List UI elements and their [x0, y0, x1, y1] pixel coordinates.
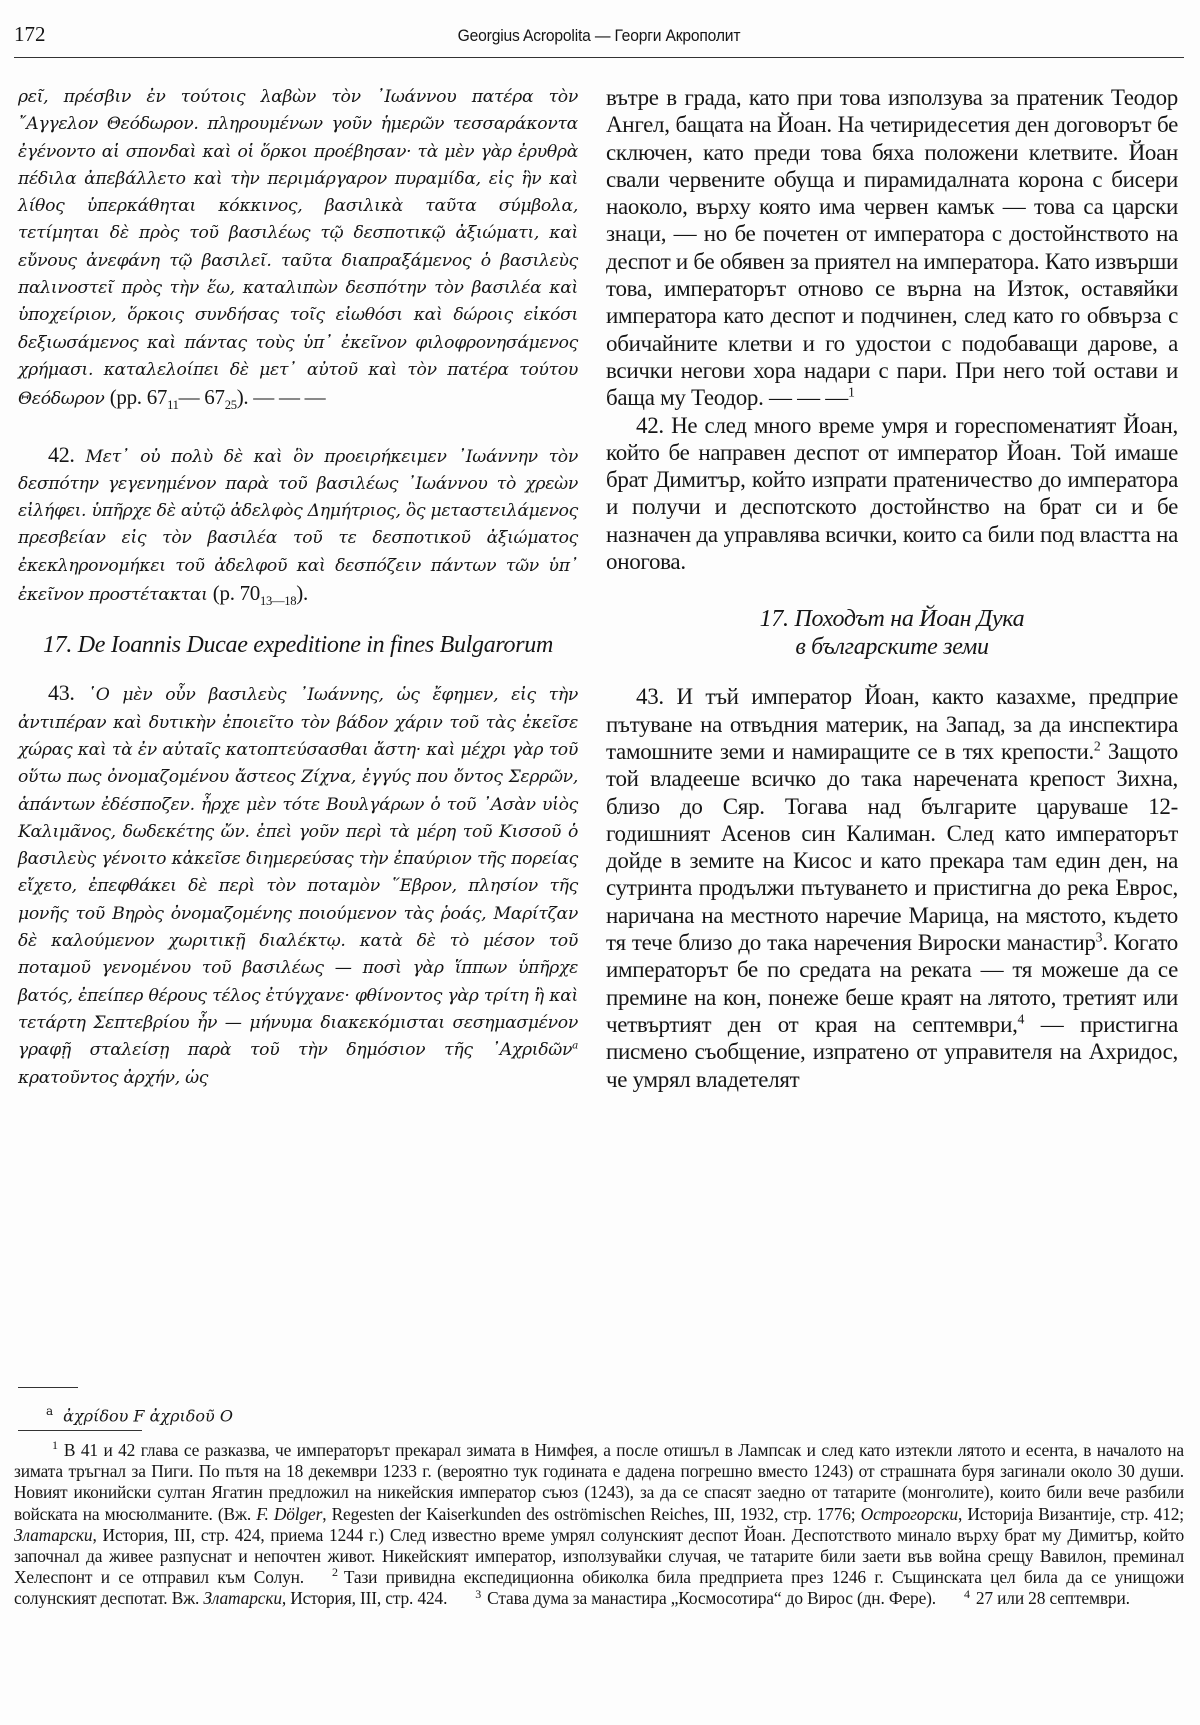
footnotes	[14, 1440, 1184, 1610]
bg-para-43	[606, 683, 1178, 1092]
apparatus-mark: a	[572, 1039, 578, 1052]
greek-para-42	[18, 441, 578, 610]
page-number: 172	[14, 22, 46, 46]
apparatus-criticus	[46, 1404, 233, 1425]
apparatus-text: ἀχρίδου F ἀχριδοῦ O	[63, 1406, 233, 1426]
section-title-bulgarian	[606, 605, 1178, 661]
bg-text: Защото той владееше всичко до така наречената крепост Зихна, близо до Сяр. Тогава над българите царуваше 12-годишният Асенов син Калиман. След като императорът дойде в земите на Кисос и като прекара там един ден, на сутринта продължи пътуването и пристигна до река Еврос, наричана на местното наречие Марица, на мястото, където тя тече близо до така наречения Вироски манастир	[606, 738, 1178, 956]
section-title-latin: 17. De Ioannis Ducae expeditione in fines Bulgarorum	[42, 632, 554, 659]
running-title: Georgius Acropolita — Георги Акрополит	[457, 26, 741, 45]
paragraph-number: 42.	[48, 441, 75, 467]
bg-text: — пристигна писмено съобщение, изпратено от управителя на Ахридос, че умрял владетелят	[606, 1011, 1178, 1092]
running-head	[14, 18, 1184, 58]
greek-text: Μετ᾿ οὐ πολὺ δὲ καὶ ὃν προειρήκειμεν ᾿Ιωάννην τὸν δεσπότην γεγενημένον παρὰ τοῦ βασιλέως ᾿Ιωάννου τὸ χρεὼν εἰλήφει. ὑπῆρχε δὲ αὐτῷ ἀδελφὸς Δημήτριος, ὃς μεταστειλάμενος πρεσβείαν εἰς τὸν βασιλέα τοῦ τε δεσποτικοῦ ἀξιώματος ἐκεκληρονομήκει τοῦ ἀδελφοῦ καὶ δεσπόζειν πάντων τῶν ὑπ᾿ ἐκεῖνον προστέτακται	[18, 446, 578, 606]
bg-text: . Когато императорът бе по средата на реката — тя можеше да се премине на кон, понеже беше краят на лятото, третият или четвъртият ден от края на септември,	[606, 930, 1179, 1037]
apparatus-mark: a	[46, 1404, 54, 1418]
page-reference: (p. $70_{13—18}$).	[212, 581, 308, 609]
greek-text: κρατοῦντος ἀρχήν, ὡς	[18, 1067, 209, 1088]
bg-para-42: 42. Не след много време умря и гореспоменатият Йоан, който бе направен деспот от император Йоан. Той имаше брат Димитър, който изпрати пратеничество до императора и получи и деспотското достойнство на брат си и бе назначен да управлява всички, които са били под властта на оногова.	[606, 412, 1178, 575]
bg-text: вътре в града, като при това използува за пратеник Теодор Ангел, бащата на Йоан. На четиридесетия ден договорът бе сключен, като преди това бяха положени клетвите. Йоан свали червените обуща и пирамидалната корона с бисери наоколо, върху която има червен камък — това са царски знаци, — но бе почетен от императора с достойнството на деспот и бе обявен за приятел на императора. Като извърши това, императорът отново се върна на Изток, оставяйки императора като деспот и подчинен, след като го обвърза с обичайните клетви и го удостои с подобаващи дарове, а всички негови хора надари с пари. При него той остави и баща му Теодор. — — —	[606, 85, 1178, 411]
header-rule	[14, 57, 1184, 58]
bg-para-41-end	[606, 84, 1178, 412]
footnote-ref-1[interactable]: 1	[848, 384, 855, 400]
footnote-ref-2[interactable]: 2	[1093, 738, 1101, 754]
greek-text: ῾Ο μὲν οὖν βασιλεὺς ᾿Ιωάννης, ὡς ἔφημεν, εἰς τὴν ἀντιπέραν καὶ δυτικὴν ἐποιεῖτο τὸν βάδον χάριν τοῦ τὰς ἐκεῖσε χώρας καὶ τὰ ἐν αὐταῖς κατοπτεύσασθαι ἄστη· καὶ μέχρι γὰρ τοῦ οὕτω πως ὀνομαζομένου ἄστεος Ζίχνα, ἐγγύς που ὄντος Σερρῶν, ἁπάντων ἐδέσποζεν. ἦρχε μὲν τότε Βουλγάρων ὁ τοῦ ᾿Ασὰν υἱὸς Καλιμᾶνος, δωδεκέτης ὤν. ἐπεὶ γοῦν περὶ τὰ μέρη τοῦ Κισσοῦ ὁ βασιλεὺς γένοιτο κἀκεῖσε διημερεύσας τὴν ἐπαύριον τῆς πορείας εἴχετο, ἐπεφθάκει δὲ περὶ τὸν ποταμὸν ῞Εβρον, πλησίον τῆς μονῆς τοῦ Βηρὸς ὀνομαζομένης ποιούμενον τὰς ῥοάς, Μαρίτζαν δὲ καλούμενον χωριτικῇ διαλέκτῳ. κατὰ δὲ τὸ μέσον τοῦ ποταμοῦ γενομένου τοῦ βασιλέως — ποσὶ γὰρ ἵππων ὑπῆρχε βατός, ἐπείπερ θέρους τέλος ἐτύγχανε· φθίνοντος γὰρ τρίτη ἢ καὶ τετάρτη Σεπτεβρίου ἦν — μήνυμα διακεκόμισται σεσημασμένον γραφῇ σταλείσῃ παρὰ τοῦ τὴν δημόσιον τῆς ᾿Αχριδῶν	[18, 685, 578, 1061]
author-dolger: F. Dölger	[256, 1503, 323, 1524]
greek-para-41-end	[18, 84, 578, 414]
greek-para-43	[18, 679, 578, 1091]
footnote-ref-3[interactable]: 3	[1095, 929, 1103, 945]
footnote-mark-4: 4	[963, 1586, 970, 1601]
footnote-mark-1: 1	[52, 1438, 58, 1453]
paragraph-number: 43.	[48, 680, 75, 706]
apparatus-rule	[18, 1387, 78, 1388]
bg-text: 43. И тъй император Йоан, както казахме, предприе пътуване на отвъдния материк, на Запад, за да инспектира тамошните земи и намиращите се в тях крепости.	[606, 684, 1178, 764]
author-zlatarski: Златарски	[203, 1588, 282, 1609]
bulgarian-column	[606, 84, 1178, 1093]
section-title-line: 17. Походът на Йоан Дука	[759, 606, 1025, 633]
author-ostrogorski: Острогорски	[860, 1503, 958, 1524]
footnote-rule	[18, 1430, 142, 1431]
greek-column	[18, 84, 578, 1092]
page-reference: (pp. $67_{11}—$ $67_{25}$). — — —	[109, 385, 326, 413]
footnote-block: $^1$ В 41 и 42 глава се разказва, че императорът прекарал зимата в Нимфея, а после отишъл в Лампсак и след като изтекли лятото и есента, в началото на зимата тръгнал за Пиги. По пътя на 18 декември 1233 г. (вероятно тук годината е дадена погрешно вместо 1243) от страшната буря загинали около 30 души. Новият иконийски султан Ягатин предложил на никейския император съюз (1243), за да се спасят заедно от татарите (монголите), които били вече разбили войската на мюсюлманите. (Вж. F. Dölger, Regesten der Kaiserkunden des oströmischen Reiches, III, 1932, стр. 1776; Острогорски, Историја Византије, стр. 412; Златарски, История, III, стр. 424, приема 1244 г.) След известно време умрял солунският деспот Йоан. Деспотството минало върху брат му Димитър, който започнал да живее разпуснат и непочтен живот. Никейският император, използувайки случая, че татарите били заети във война срещу Вавилон, преминал Хелеспонт и се отправил към Солун. $^2$ Тази привидна експедиционна обиколка била предприета през 1246 г. Същинската цел била да се унищожи солунският деспотат. Вж. Златарски, История, III, стр. 424. $^3$ Става дума за манастира „Космосотира“ до Вирос (дн. Фере). $^4$ 27 или 28 септември.	[14, 1438, 1184, 1609]
footnote-mark-2: 2	[332, 1565, 338, 1580]
footnote-ref-4[interactable]: 4	[1017, 1011, 1025, 1027]
section-title-line: в българските земи	[795, 634, 989, 661]
greek-text: ρεῖ, πρέσβιν ἐν τούτοις λαβὼν τὸν ᾿Ιωάννου πατέρα τὸν ῎Αγγελον Θεόδωρον. πληρουμένων γοῦν ἡμερῶν τεσσαράκοντα ἐγένοντο αἱ σπονδαὶ καὶ οἱ ὅρκοι προέβησαν· τὰ μὲν γὰρ ἐρυθρὰ πέδιλα ἀπεβάλλετο καὶ τὴν περιμάργαρον πυραμίδα, εἰς ἣν καὶ λίθος ὑπερκάθηται κόκκινος, βασιλικὰ ταῦτα σύμβολα, τετίμηται δὲ πρὸς τοῦ βασιλέως τῷ δεσποτικῷ ἀξιώματι, καὶ εὔνους ἀνεφάνη τῷ βασιλεῖ. ταῦτα διαπραξάμενος ὁ βασιλεὺς παλινοστεῖ πρὸς τὴν ἕω, καταλιπὼν δεσπότην τὸν βασιλέα καὶ ὑποχείριον, ὅρκοις συνδήσας τοῖς εἰωθόσι καὶ δώροις εἰκόσι δεξιωσάμενος καὶ πάντας τοὺς ὑπ᾿ ἐκεῖνον φιλοφρονησάμενος χρήμασι. καταλελοίπει δὲ μετ᾿ αὐτοῦ καὶ τὸν πατέρα τούτου Θεόδωρον	[18, 87, 578, 410]
author-zlatarski: Златарски	[14, 1524, 93, 1545]
footnote-mark-3: 3	[475, 1586, 482, 1601]
